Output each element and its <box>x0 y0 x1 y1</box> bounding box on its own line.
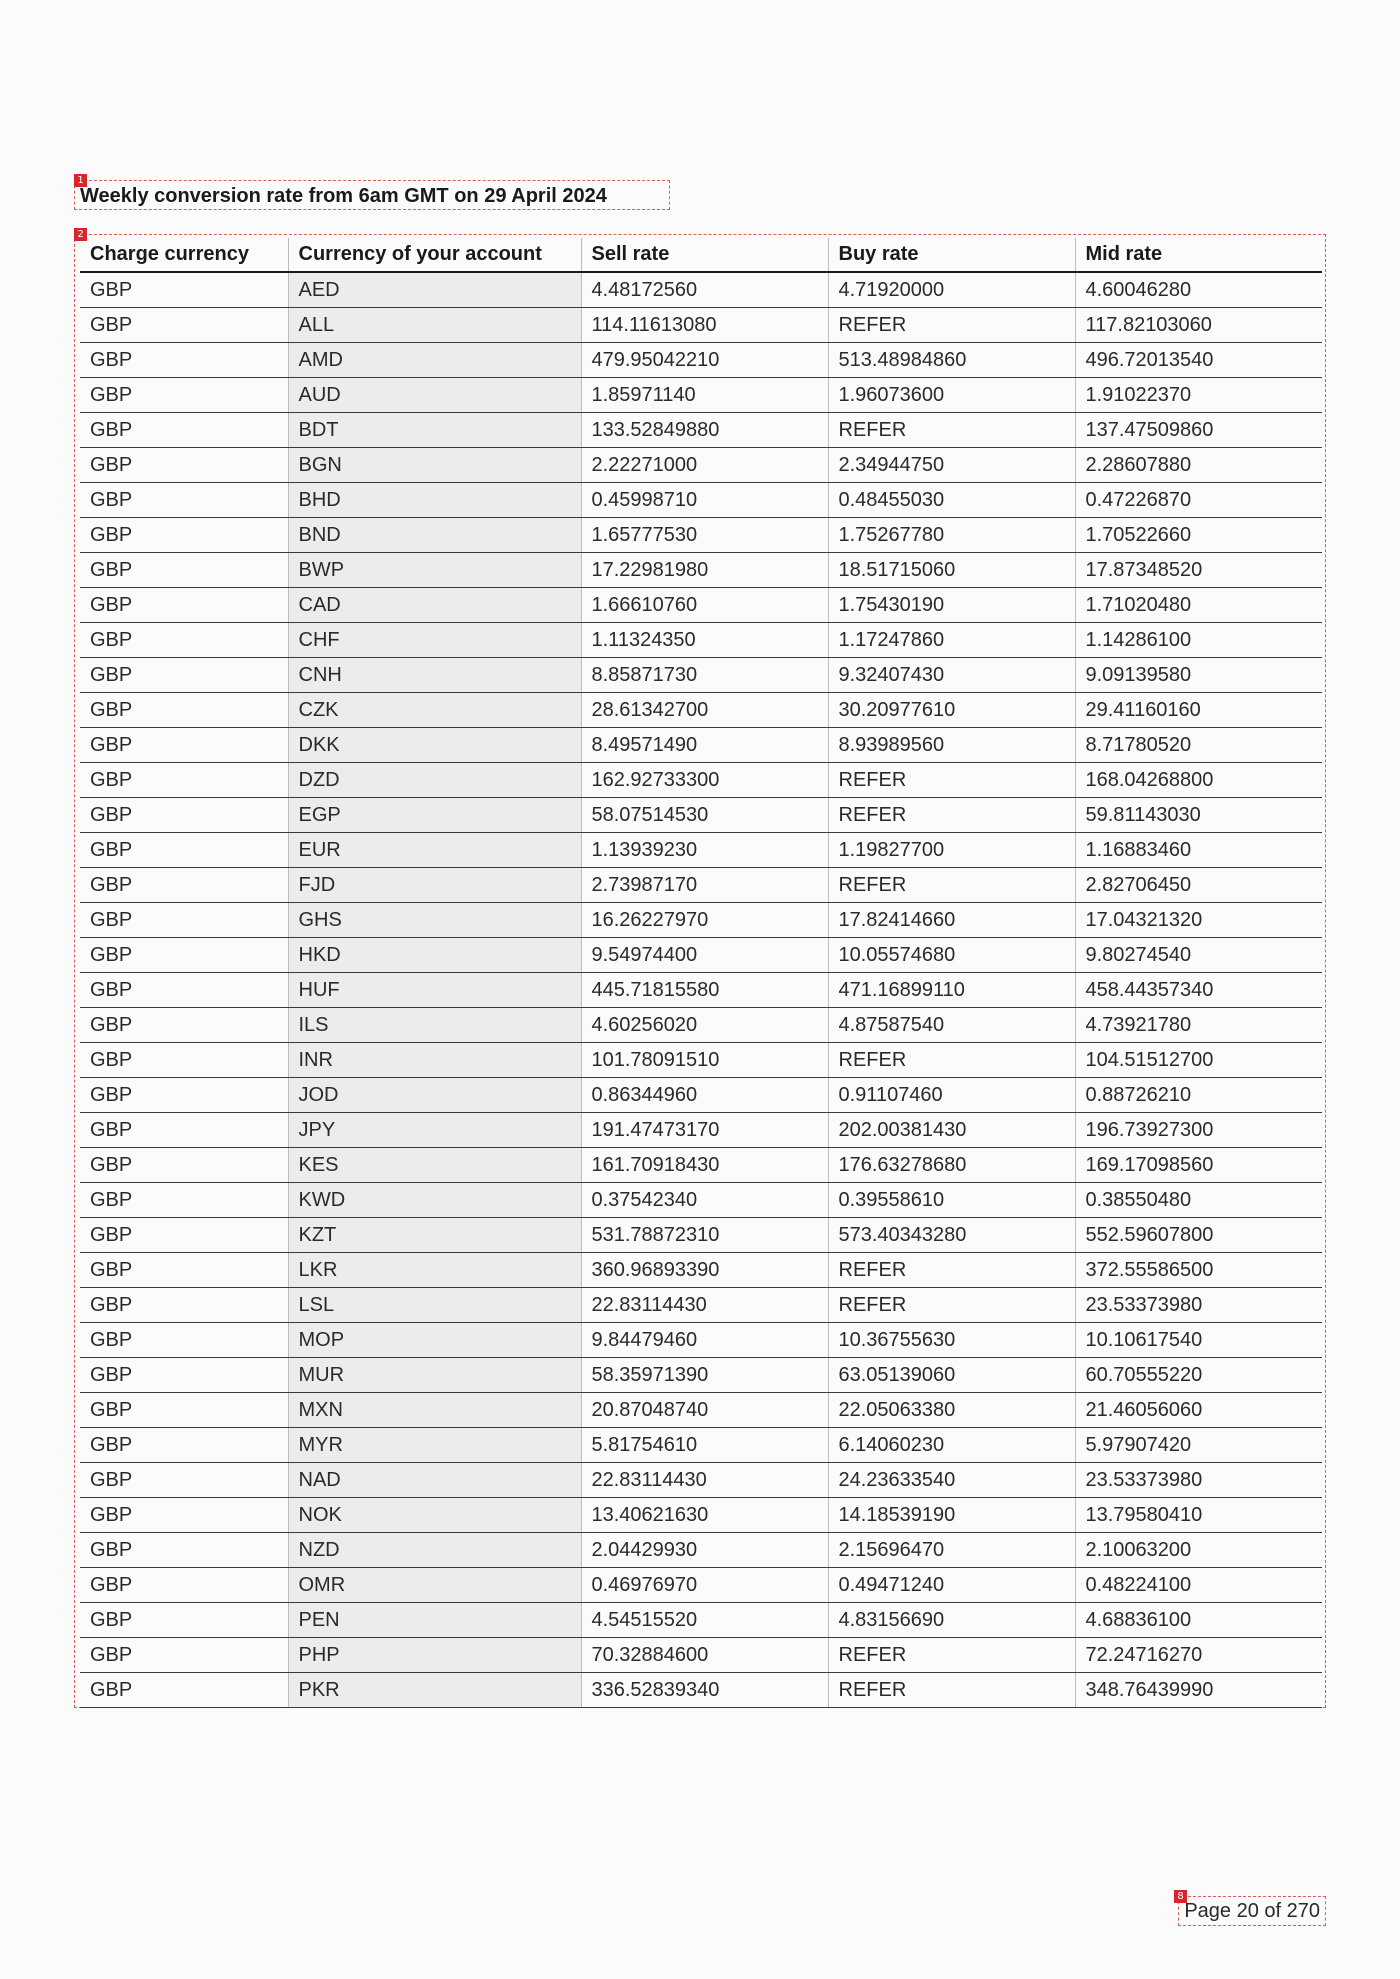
charge-currency-cell: GBP <box>80 623 288 658</box>
sell-rate-cell: 1.11324350 <box>581 623 828 658</box>
table-row <box>80 868 1322 903</box>
account-currency-cell: DZD <box>288 763 581 798</box>
mid-rate-cell: 0.47226870 <box>1075 483 1322 518</box>
table-row <box>80 1428 1322 1463</box>
table-row <box>80 483 1322 518</box>
table-row <box>80 1218 1322 1253</box>
mid-rate-cell: 372.55586500 <box>1075 1253 1322 1288</box>
sell-rate-cell: 4.60256020 <box>581 1008 828 1043</box>
charge-currency-cell: GBP <box>80 483 288 518</box>
mid-rate-cell: 13.79580410 <box>1075 1498 1322 1533</box>
buy-rate-cell: 2.15696470 <box>828 1533 1075 1568</box>
table-marker: 2 <box>74 228 87 241</box>
account-currency-cell: AMD <box>288 343 581 378</box>
mid-rate-cell: 17.04321320 <box>1075 903 1322 938</box>
account-currency-cell: BND <box>288 518 581 553</box>
charge-currency-cell: GBP <box>80 308 288 343</box>
sell-rate-cell: 0.46976970 <box>581 1568 828 1603</box>
sell-rate-cell: 17.22981980 <box>581 553 828 588</box>
charge-currency-cell: GBP <box>80 1008 288 1043</box>
mid-rate-cell: 458.44357340 <box>1075 973 1322 1008</box>
account-currency-cell: CNH <box>288 658 581 693</box>
account-currency-cell: CZK <box>288 693 581 728</box>
buy-rate-cell: REFER <box>828 868 1075 903</box>
account-currency-cell: HUF <box>288 973 581 1008</box>
sell-rate-cell: 162.92733300 <box>581 763 828 798</box>
table-row <box>80 1288 1322 1323</box>
mid-rate-cell: 21.46056060 <box>1075 1393 1322 1428</box>
account-currency-cell: INR <box>288 1043 581 1078</box>
mid-rate-cell: 8.71780520 <box>1075 728 1322 763</box>
mid-rate-cell: 17.87348520 <box>1075 553 1322 588</box>
account-currency-cell: KWD <box>288 1183 581 1218</box>
buy-rate-cell: 24.23633540 <box>828 1463 1075 1498</box>
charge-currency-cell: GBP <box>80 1393 288 1428</box>
buy-rate-cell: 9.32407430 <box>828 658 1075 693</box>
account-currency-cell: ILS <box>288 1008 581 1043</box>
mid-rate-cell: 2.10063200 <box>1075 1533 1322 1568</box>
table-row <box>80 378 1322 413</box>
account-currency-cell: JPY <box>288 1113 581 1148</box>
buy-rate-cell: REFER <box>828 1638 1075 1673</box>
table-row <box>80 1568 1322 1603</box>
account-currency-cell: CHF <box>288 623 581 658</box>
account-currency-cell: HKD <box>288 938 581 973</box>
sell-rate-cell: 28.61342700 <box>581 693 828 728</box>
charge-currency-cell: GBP <box>80 728 288 763</box>
account-currency-cell: EUR <box>288 833 581 868</box>
sell-rate-cell: 4.54515520 <box>581 1603 828 1638</box>
mid-rate-cell: 4.60046280 <box>1075 272 1322 308</box>
buy-rate-cell: 8.93989560 <box>828 728 1075 763</box>
charge-currency-cell: GBP <box>80 553 288 588</box>
mid-rate-cell: 0.88726210 <box>1075 1078 1322 1113</box>
table-row <box>80 1603 1322 1638</box>
buy-rate-cell: 4.71920000 <box>828 272 1075 308</box>
table-row <box>80 1638 1322 1673</box>
sell-rate-cell: 16.26227970 <box>581 903 828 938</box>
sell-rate-cell: 2.73987170 <box>581 868 828 903</box>
charge-currency-cell: GBP <box>80 798 288 833</box>
charge-currency-cell: GBP <box>80 938 288 973</box>
account-currency-cell: FJD <box>288 868 581 903</box>
charge-currency-cell: GBP <box>80 1428 288 1463</box>
account-currency-cell: MXN <box>288 1393 581 1428</box>
sell-rate-cell: 114.11613080 <box>581 308 828 343</box>
sell-rate-cell: 191.47473170 <box>581 1113 828 1148</box>
charge-currency-cell: GBP <box>80 1288 288 1323</box>
sell-rate-cell: 161.70918430 <box>581 1148 828 1183</box>
mid-rate-cell: 496.72013540 <box>1075 343 1322 378</box>
sell-rate-cell: 58.35971390 <box>581 1358 828 1393</box>
charge-currency-cell: GBP <box>80 1183 288 1218</box>
charge-currency-cell: GBP <box>80 1218 288 1253</box>
sell-rate-cell: 9.54974400 <box>581 938 828 973</box>
buy-rate-cell: 0.48455030 <box>828 483 1075 518</box>
mid-rate-cell: 9.80274540 <box>1075 938 1322 973</box>
buy-rate-cell: 18.51715060 <box>828 553 1075 588</box>
sell-rate-cell: 336.52839340 <box>581 1673 828 1708</box>
mid-rate-cell: 4.68836100 <box>1075 1603 1322 1638</box>
account-currency-cell: KES <box>288 1148 581 1183</box>
buy-rate-cell: 4.83156690 <box>828 1603 1075 1638</box>
sell-rate-cell: 479.95042210 <box>581 343 828 378</box>
table-row <box>80 1008 1322 1043</box>
buy-rate-cell: REFER <box>828 763 1075 798</box>
table-row <box>80 308 1322 343</box>
buy-rate-cell: 0.39558610 <box>828 1183 1075 1218</box>
mid-rate-cell: 72.24716270 <box>1075 1638 1322 1673</box>
charge-currency-cell: GBP <box>80 1253 288 1288</box>
sell-rate-cell: 22.83114430 <box>581 1463 828 1498</box>
table-row <box>80 1253 1322 1288</box>
charge-currency-cell: GBP <box>80 1568 288 1603</box>
sell-rate-cell: 531.78872310 <box>581 1218 828 1253</box>
mid-rate-cell: 2.82706450 <box>1075 868 1322 903</box>
title-marker: 1 <box>74 174 87 187</box>
account-currency-cell: PHP <box>288 1638 581 1673</box>
buy-rate-cell: 513.48984860 <box>828 343 1075 378</box>
sell-rate-cell: 1.65777530 <box>581 518 828 553</box>
charge-currency-cell: GBP <box>80 343 288 378</box>
table-row <box>80 1498 1322 1533</box>
sell-rate-cell: 2.22271000 <box>581 448 828 483</box>
account-currency-cell: BWP <box>288 553 581 588</box>
buy-rate-cell: 17.82414660 <box>828 903 1075 938</box>
mid-rate-cell: 29.41160160 <box>1075 693 1322 728</box>
buy-rate-cell: 10.36755630 <box>828 1323 1075 1358</box>
charge-currency-cell: GBP <box>80 378 288 413</box>
charge-currency-cell: GBP <box>80 1673 288 1708</box>
table-row <box>80 553 1322 588</box>
buy-rate-cell: 22.05063380 <box>828 1393 1075 1428</box>
account-currency-cell: EGP <box>288 798 581 833</box>
buy-rate-cell: 0.91107460 <box>828 1078 1075 1113</box>
table-row <box>80 448 1322 483</box>
buy-rate-cell: 4.87587540 <box>828 1008 1075 1043</box>
table-row <box>80 938 1322 973</box>
header-charge-currency: Charge currency <box>80 238 288 272</box>
sell-rate-cell: 1.66610760 <box>581 588 828 623</box>
table-row <box>80 623 1322 658</box>
table-row <box>80 1673 1322 1708</box>
charge-currency-cell: GBP <box>80 1043 288 1078</box>
charge-currency-cell: GBP <box>80 413 288 448</box>
charge-currency-cell: GBP <box>80 1638 288 1673</box>
account-currency-cell: AUD <box>288 378 581 413</box>
table-row <box>80 1358 1322 1393</box>
mid-rate-cell: 168.04268800 <box>1075 763 1322 798</box>
table-row <box>80 903 1322 938</box>
buy-rate-cell: 14.18539190 <box>828 1498 1075 1533</box>
buy-rate-cell: REFER <box>828 1253 1075 1288</box>
mid-rate-cell: 10.10617540 <box>1075 1323 1322 1358</box>
account-currency-cell: LSL <box>288 1288 581 1323</box>
mid-rate-cell: 9.09139580 <box>1075 658 1322 693</box>
sell-rate-cell: 8.85871730 <box>581 658 828 693</box>
mid-rate-cell: 0.38550480 <box>1075 1183 1322 1218</box>
charge-currency-cell: GBP <box>80 588 288 623</box>
charge-currency-cell: GBP <box>80 1323 288 1358</box>
charge-currency-cell: GBP <box>80 1113 288 1148</box>
sell-rate-cell: 133.52849880 <box>581 413 828 448</box>
header-sell-rate: Sell rate <box>581 238 828 272</box>
account-currency-cell: JOD <box>288 1078 581 1113</box>
account-currency-cell: BDT <box>288 413 581 448</box>
buy-rate-cell: 6.14060230 <box>828 1428 1075 1463</box>
sell-rate-cell: 0.86344960 <box>581 1078 828 1113</box>
table-row <box>80 1113 1322 1148</box>
buy-rate-cell: 202.00381430 <box>828 1113 1075 1148</box>
mid-rate-cell: 2.28607880 <box>1075 448 1322 483</box>
account-currency-cell: AED <box>288 272 581 308</box>
buy-rate-cell: REFER <box>828 798 1075 833</box>
account-currency-cell: BGN <box>288 448 581 483</box>
account-currency-cell: NAD <box>288 1463 581 1498</box>
mid-rate-cell: 1.91022370 <box>1075 378 1322 413</box>
charge-currency-cell: GBP <box>80 763 288 798</box>
table-row <box>80 343 1322 378</box>
table-row <box>80 1043 1322 1078</box>
charge-currency-cell: GBP <box>80 1603 288 1638</box>
charge-currency-cell: GBP <box>80 1463 288 1498</box>
account-currency-cell: OMR <box>288 1568 581 1603</box>
table-row <box>80 728 1322 763</box>
buy-rate-cell: 10.05574680 <box>828 938 1075 973</box>
charge-currency-cell: GBP <box>80 448 288 483</box>
table-row <box>80 1078 1322 1113</box>
charge-currency-cell: GBP <box>80 903 288 938</box>
buy-rate-cell: REFER <box>828 1673 1075 1708</box>
table-header-row <box>80 238 1322 272</box>
buy-rate-cell: 1.75430190 <box>828 588 1075 623</box>
charge-currency-cell: GBP <box>80 1533 288 1568</box>
buy-rate-cell: 2.34944750 <box>828 448 1075 483</box>
mid-rate-cell: 23.53373980 <box>1075 1288 1322 1323</box>
account-currency-cell: MOP <box>288 1323 581 1358</box>
buy-rate-cell: 63.05139060 <box>828 1358 1075 1393</box>
sell-rate-cell: 22.83114430 <box>581 1288 828 1323</box>
account-currency-cell: MYR <box>288 1428 581 1463</box>
mid-rate-cell: 59.81143030 <box>1075 798 1322 833</box>
mid-rate-cell: 23.53373980 <box>1075 1463 1322 1498</box>
table-row <box>80 973 1322 1008</box>
sell-rate-cell: 5.81754610 <box>581 1428 828 1463</box>
charge-currency-cell: GBP <box>80 868 288 903</box>
mid-rate-cell: 137.47509860 <box>1075 413 1322 448</box>
sell-rate-cell: 70.32884600 <box>581 1638 828 1673</box>
sell-rate-cell: 8.49571490 <box>581 728 828 763</box>
table-row <box>80 798 1322 833</box>
sell-rate-cell: 20.87048740 <box>581 1393 828 1428</box>
table-row <box>80 658 1322 693</box>
sell-rate-cell: 9.84479460 <box>581 1323 828 1358</box>
table-row <box>80 833 1322 868</box>
mid-rate-cell: 1.14286100 <box>1075 623 1322 658</box>
account-currency-cell: CAD <box>288 588 581 623</box>
buy-rate-cell: REFER <box>828 1043 1075 1078</box>
buy-rate-cell: 176.63278680 <box>828 1148 1075 1183</box>
conversion-rate-table <box>80 238 1322 1708</box>
charge-currency-cell: GBP <box>80 518 288 553</box>
mid-rate-cell: 4.73921780 <box>1075 1008 1322 1043</box>
table-row <box>80 518 1322 553</box>
account-currency-cell: MUR <box>288 1358 581 1393</box>
buy-rate-cell: 471.16899110 <box>828 973 1075 1008</box>
account-currency-cell: ALL <box>288 308 581 343</box>
sell-rate-cell: 2.04429930 <box>581 1533 828 1568</box>
charge-currency-cell: GBP <box>80 693 288 728</box>
mid-rate-cell: 1.16883460 <box>1075 833 1322 868</box>
sell-rate-cell: 13.40621630 <box>581 1498 828 1533</box>
table-row <box>80 588 1322 623</box>
sell-rate-cell: 4.48172560 <box>581 272 828 308</box>
account-currency-cell: NZD <box>288 1533 581 1568</box>
buy-rate-cell: REFER <box>828 1288 1075 1323</box>
buy-rate-cell: REFER <box>828 413 1075 448</box>
account-currency-cell: PKR <box>288 1673 581 1708</box>
buy-rate-cell: 0.49471240 <box>828 1568 1075 1603</box>
table-row <box>80 413 1322 448</box>
footer-marker: 8 <box>1174 1890 1187 1903</box>
table-row <box>80 1148 1322 1183</box>
account-currency-cell: NOK <box>288 1498 581 1533</box>
charge-currency-cell: GBP <box>80 1148 288 1183</box>
table-row <box>80 1183 1322 1218</box>
sell-rate-cell: 1.13939230 <box>581 833 828 868</box>
mid-rate-cell: 104.51512700 <box>1075 1043 1322 1078</box>
table-row <box>80 1393 1322 1428</box>
account-currency-cell: PEN <box>288 1603 581 1638</box>
mid-rate-cell: 0.48224100 <box>1075 1568 1322 1603</box>
table-body <box>80 272 1322 1708</box>
sell-rate-cell: 360.96893390 <box>581 1253 828 1288</box>
account-currency-cell: GHS <box>288 903 581 938</box>
sell-rate-cell: 0.37542340 <box>581 1183 828 1218</box>
buy-rate-cell: REFER <box>828 308 1075 343</box>
header-account-currency: Currency of your account <box>288 238 581 272</box>
header-mid-rate: Mid rate <box>1075 238 1322 272</box>
sell-rate-cell: 445.71815580 <box>581 973 828 1008</box>
mid-rate-cell: 196.73927300 <box>1075 1113 1322 1148</box>
buy-rate-cell: 1.17247860 <box>828 623 1075 658</box>
account-currency-cell: DKK <box>288 728 581 763</box>
buy-rate-cell: 573.40343280 <box>828 1218 1075 1253</box>
table-row <box>80 693 1322 728</box>
mid-rate-cell: 1.71020480 <box>1075 588 1322 623</box>
mid-rate-cell: 117.82103060 <box>1075 308 1322 343</box>
buy-rate-cell: 1.96073600 <box>828 378 1075 413</box>
table-row <box>80 272 1322 308</box>
table-row <box>80 1463 1322 1498</box>
charge-currency-cell: GBP <box>80 272 288 308</box>
account-currency-cell: BHD <box>288 483 581 518</box>
mid-rate-cell: 552.59607800 <box>1075 1218 1322 1253</box>
buy-rate-cell: 1.19827700 <box>828 833 1075 868</box>
account-currency-cell: KZT <box>288 1218 581 1253</box>
sell-rate-cell: 58.07514530 <box>581 798 828 833</box>
mid-rate-cell: 169.17098560 <box>1075 1148 1322 1183</box>
buy-rate-cell: 30.20977610 <box>828 693 1075 728</box>
table-row <box>80 1533 1322 1568</box>
charge-currency-cell: GBP <box>80 1078 288 1113</box>
charge-currency-cell: GBP <box>80 833 288 868</box>
mid-rate-cell: 60.70555220 <box>1075 1358 1322 1393</box>
charge-currency-cell: GBP <box>80 1358 288 1393</box>
charge-currency-cell: GBP <box>80 1498 288 1533</box>
header-buy-rate: Buy rate <box>828 238 1075 272</box>
buy-rate-cell: 1.75267780 <box>828 518 1075 553</box>
charge-currency-cell: GBP <box>80 973 288 1008</box>
sell-rate-cell: 101.78091510 <box>581 1043 828 1078</box>
account-currency-cell: LKR <box>288 1253 581 1288</box>
page-title: Weekly conversion rate from 6am GMT on 29 April 2024 <box>80 185 607 207</box>
table-row <box>80 1323 1322 1358</box>
table-row <box>80 763 1322 798</box>
mid-rate-cell: 348.76439990 <box>1075 1673 1322 1708</box>
charge-currency-cell: GBP <box>80 658 288 693</box>
sell-rate-cell: 0.45998710 <box>581 483 828 518</box>
mid-rate-cell: 5.97907420 <box>1075 1428 1322 1463</box>
sell-rate-cell: 1.85971140 <box>581 378 828 413</box>
mid-rate-cell: 1.70522660 <box>1075 518 1322 553</box>
page-number: Page 20 of 270 <box>1184 1900 1320 1922</box>
